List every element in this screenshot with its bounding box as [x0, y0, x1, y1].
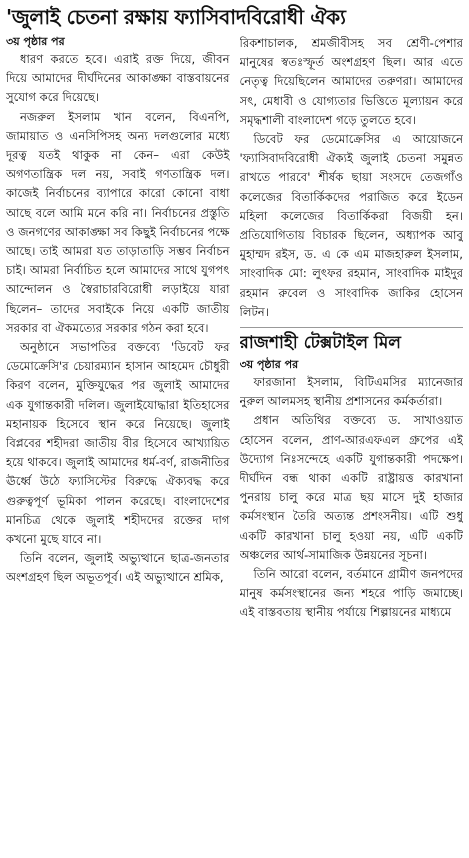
paragraph: ধারণ করতে হবে। এরাই রক্ত দিয়ে, জীবন দিয়ে আমাদের দীর্ঘদিনের আকাঙ্ক্ষা বাস্তবায়নের সুযোগ করে দিয়েছে। [6, 52, 230, 105]
paragraph: অনুষ্ঠানে সভাপতির বক্তব্যে 'ডিবেট ফর ডেমোক্রেসি'র চেয়ারম্যান হাসান আহমেদ চৌধুরী কিরণ বলেন, মুক্তিযুদ্ধের পর জুলাই আমাদের এক যুগান্তকারী দলিল। জুলাইযোদ্ধারা ইতিহাসের মহানায়ক হিসেবে স্থান করে নিয়েছে। জুলাই বিপ্লবের শহীদরা জাতীয় বীর হিসেবে আখ্যায়িত হয়ে থাকবে। জুলাই আমাদের ধর্ম-বর্ণ, রাজনীতির ঊর্ধ্বে উঠে ফ্যাসিস্টের বিরুদ্ধে ঐক্যবদ্ধ করে গুরুত্বপূর্ণ ভূমিকা পালন করেছে। বাংলাদেশের মানচিত্র থেকে জুলাই শহীদদের রক্তের দাগ কখনো মুছে যাবে না। [6, 340, 230, 547]
headline: 'জুলাই চেতনা রক্ষায় ফ্যাসিবাদবিরোধী ঐক্য [6, 5, 346, 29]
paragraph: রিকশাচালক, শ্রমজীবীসহ সব শ্রেণী-পেশার মানুষের স্বতঃস্ফূর্ত অংশগ্রহণ ছিল। আর এতে নেতৃত্ব দিয়েছিলেন আমাদের তরুণরা। আমাদের সৎ, মেধাবী ও যোগ্যতার ভিত্তিতে মূল্যায়ন করে সমৃদ্ধশালী বাংলাদেশ গড়ে তুলতে হবে। [239, 36, 463, 127]
paragraph: তিনি আরো বলেন, বর্তমানে গ্রামীণ জনপদের মানুষ কর্মসংস্থানের জন্য শহরে পাড়ি জমাচ্ছে। এই বাস্তবতায় স্থানীয় পর্যায়ে শিল্পায়নের মাধ্যমে [239, 567, 463, 620]
paragraph: প্রধান অতিথির বক্তব্যে ড. সাখাওয়াত হোসেন বলেন, প্রাণ-আরএফএল গ্রুপের এই উদ্যোগ নিঃসন্দেহে একটি যুগান্তকারী পদক্ষেপ। দীর্ঘদিন বন্ধ থাকা একটি রাষ্ট্রায়ত্ত কারখানা পুনরায় চালু করে মাত্র ছয় মাসে দুই হাজার কর্মসংস্থান তৈরি অত্যন্ত প্রশংসনীয়। এটি শুধু একটি কারখানা চালু হওয়া নয়, এটি একটি অঞ্চলের আর্থ-সামাজিক উন্নয়নের সূচনা। [239, 413, 463, 562]
column-left [6, 34, 230, 852]
continued-label: ৩য় পৃষ্ঠার পর [239, 358, 299, 372]
paragraph: নজরুল ইসলাম খান বলেন, বিএনপি, জামায়াত ও এনসিপিসহ অন্য দলগুলোর মধ্যে দূরত্ব যতই থাকুক না কেন– এরা কেউই অগণতান্ত্রিক দল নয়, সবাই গণতান্ত্রিক দল। কাজেই নির্বাচনের ব্যাপারে কারো কোনো বাধা আছে বলে আমি মনে করি না। নির্বাচনের প্রস্তুতি ও জনগণের আকাঙ্ক্ষা সব কিছুই নির্বাচনের পক্ষে আছে। তাই আমরা যত তাড়াতাড়ি সম্ভব নির্বাচন চাই। আমরা নির্বাচিত হলে আমাদের সাথে যুগপৎ আন্দোলন ও স্বৈরাচারবিরোধী লড়াইয়ে যারা ছিলেন– তাদের সবাইকে নিয়ে একটি জাতীয় সরকার বা ঐকমত্যের সরকার গঠন করা হবে। [6, 109, 230, 335]
article-columns [6, 34, 463, 852]
column-right [240, 34, 464, 852]
paragraph: ফারজানা ইসলাম, বিটিএমসির ম্যানেজার নুরুল আলমসহ স্থানীয় প্রশাসনের কর্মকর্তারা। [239, 375, 463, 409]
paragraph: তিনি বলেন, জুলাই অভ্যুত্থানে ছাত্র-জনতার অংশগ্রহণ ছিল অভূতপূর্ব। এই অভ্যুত্থানে শ্রমিক, [6, 551, 230, 585]
continued-label: ৩য় পৃষ্ঠার পর [6, 35, 65, 48]
sub-headline: রাজশাহী টেক্সটাইল মিল [240, 327, 464, 355]
paragraph: ডিবেট ফর ডেমোক্রেসির এ আয়োজনে 'ফ্যাসিবাদবিরোধী ঐক্যই জুলাই চেতনা সমুন্নত রাখতে পারবে' শীর্ষক ছায়া সংসদে তেজগাঁও কলেজের বিতার্কিকদের পরাজিত করে ইডেন মহিলা কলেজের বিতার্কিকরা বিজয়ী হন। প্রতিযোগিতায় বিচারক ছিলেন, অধ্যাপক আবু মুহাম্মদ রইস, ড. এ কে এম মাজহারুল ইসলাম, সাংবাদিক মো: লুৎফর রহমান, সাংবাদিক মাইদুর রহমান রুবেল ও সাংবাদিক জাকির হোসেন লিটন। [239, 132, 463, 319]
